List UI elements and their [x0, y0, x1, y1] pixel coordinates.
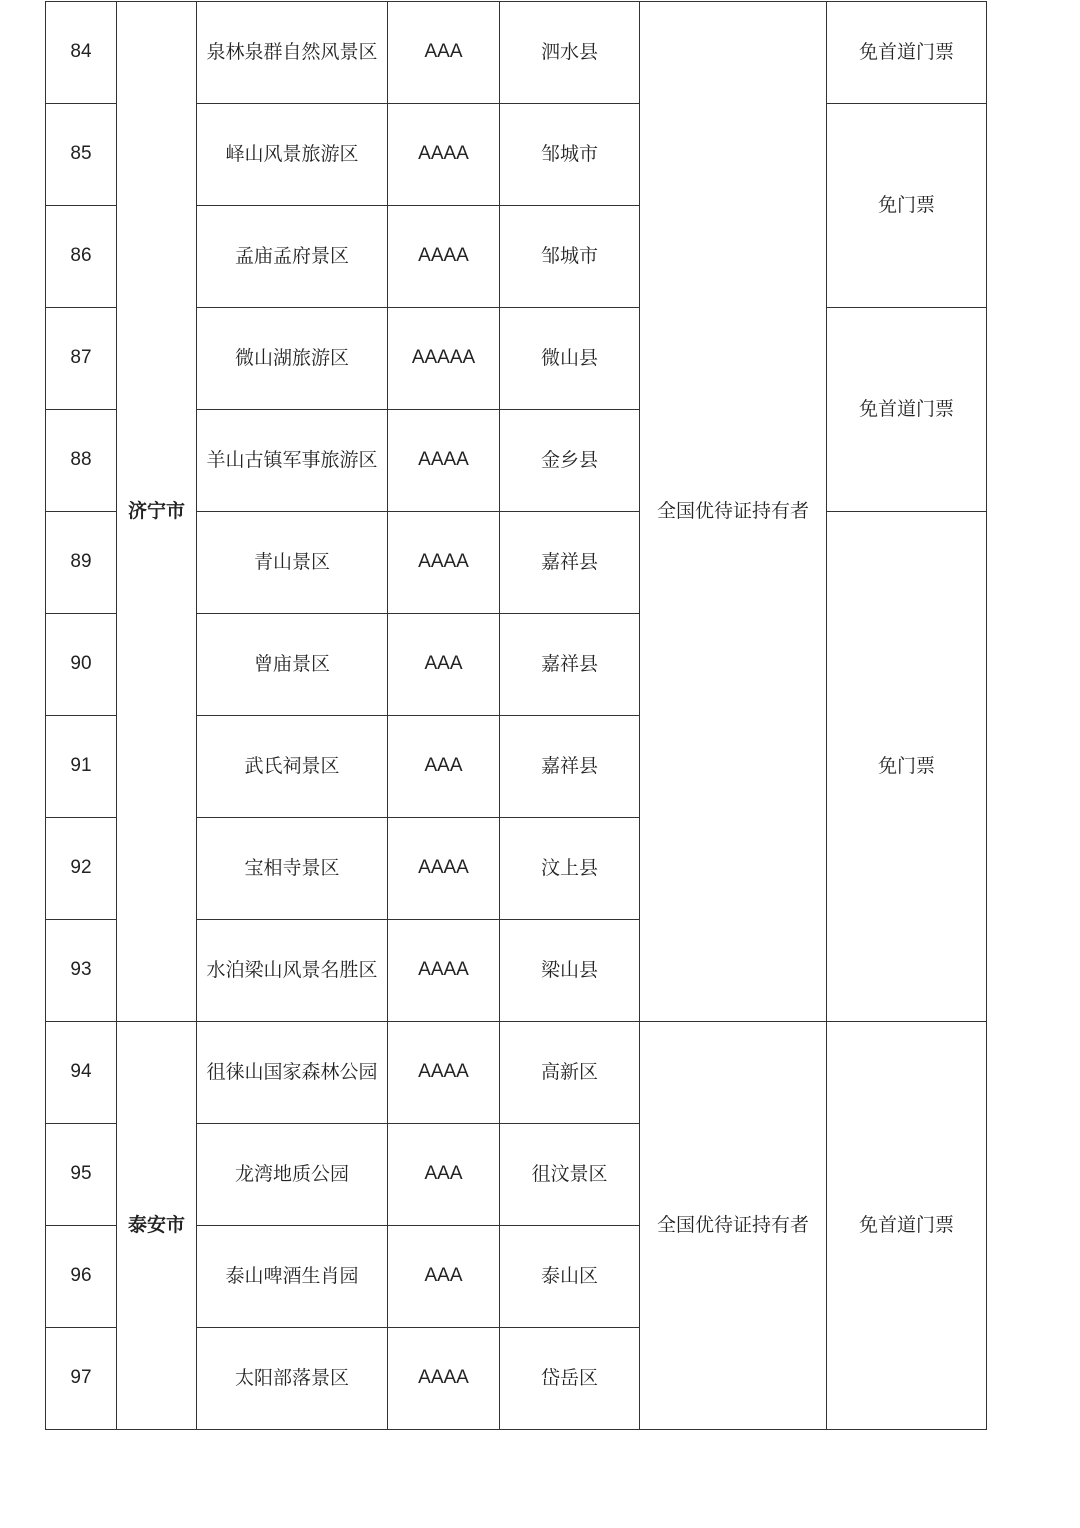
- scenic-name: 泰山啤酒生肖园: [197, 1226, 388, 1328]
- scenic-name: 宝相寺景区: [197, 818, 388, 920]
- county-name: 岱岳区: [500, 1328, 640, 1430]
- scenic-level: AAAA: [388, 104, 500, 206]
- scenic-level: AAA: [388, 716, 500, 818]
- scenic-level: AAAA: [388, 1328, 500, 1430]
- county-name: 邹城市: [500, 104, 640, 206]
- scenic-name: 武氏祠景区: [197, 716, 388, 818]
- ticket-policy: 免首道门票: [827, 2, 987, 104]
- scenic-level: AAA: [388, 1124, 500, 1226]
- scenic-name: 徂徕山国家森林公园: [197, 1022, 388, 1124]
- county-name: 泰山区: [500, 1226, 640, 1328]
- county-name: 徂汶景区: [500, 1124, 640, 1226]
- scenic-name: 孟庙孟府景区: [197, 206, 388, 308]
- table-row: [46, 2, 987, 104]
- county-name: 高新区: [500, 1022, 640, 1124]
- row-number: 86: [46, 206, 117, 308]
- county-name: 邹城市: [500, 206, 640, 308]
- scenic-level: AAA: [388, 1226, 500, 1328]
- row-number: 89: [46, 512, 117, 614]
- scenic-name: 羊山古镇军事旅游区: [197, 410, 388, 512]
- county-name: 嘉祥县: [500, 614, 640, 716]
- row-number: 97: [46, 1328, 117, 1430]
- scenic-name: 水泊梁山风景名胜区: [197, 920, 388, 1022]
- table-row: [46, 1022, 987, 1124]
- ticket-policy: 免门票: [827, 104, 987, 308]
- county-name: 金乡县: [500, 410, 640, 512]
- county-name: 梁山县: [500, 920, 640, 1022]
- city-cell-jining: 济宁市: [117, 2, 197, 1022]
- county-name: 微山县: [500, 308, 640, 410]
- eligible-group-taian: 全国优待证持有者: [640, 1022, 827, 1430]
- row-number: 94: [46, 1022, 117, 1124]
- county-name: 汶上县: [500, 818, 640, 920]
- ticket-policy: 免门票: [827, 512, 987, 1022]
- row-number: 96: [46, 1226, 117, 1328]
- row-number: 91: [46, 716, 117, 818]
- scenic-level: AAA: [388, 2, 500, 104]
- county-name: 嘉祥县: [500, 512, 640, 614]
- scenic-name: 泉林泉群自然风景区: [197, 2, 388, 104]
- scenic-name: 峄山风景旅游区: [197, 104, 388, 206]
- scenic-level: AAAA: [388, 1022, 500, 1124]
- scenic-level: AAA: [388, 614, 500, 716]
- row-number: 95: [46, 1124, 117, 1226]
- scenic-level: AAAA: [388, 512, 500, 614]
- scenic-name: 微山湖旅游区: [197, 308, 388, 410]
- county-name: 泗水县: [500, 2, 640, 104]
- ticket-policy: 免首道门票: [827, 1022, 987, 1430]
- row-number: 87: [46, 308, 117, 410]
- ticket-policy: 免首道门票: [827, 308, 987, 512]
- scenic-name: 龙湾地质公园: [197, 1124, 388, 1226]
- scenic-name: 曾庙景区: [197, 614, 388, 716]
- row-number: 84: [46, 2, 117, 104]
- row-number: 85: [46, 104, 117, 206]
- scenic-name: 太阳部落景区: [197, 1328, 388, 1430]
- scenic-level: AAAA: [388, 920, 500, 1022]
- county-name: 嘉祥县: [500, 716, 640, 818]
- scenic-level: AAAA: [388, 206, 500, 308]
- scenic-level: AAAA: [388, 410, 500, 512]
- scenic-spot-table: [45, 1, 987, 1430]
- row-number: 92: [46, 818, 117, 920]
- scenic-level: AAAA: [388, 818, 500, 920]
- row-number: 93: [46, 920, 117, 1022]
- row-number: 90: [46, 614, 117, 716]
- row-number: 88: [46, 410, 117, 512]
- city-cell-taian: 泰安市: [117, 1022, 197, 1430]
- scenic-level: AAAAA: [388, 308, 500, 410]
- scenic-name: 青山景区: [197, 512, 388, 614]
- eligible-group-jining: 全国优待证持有者: [640, 2, 827, 1022]
